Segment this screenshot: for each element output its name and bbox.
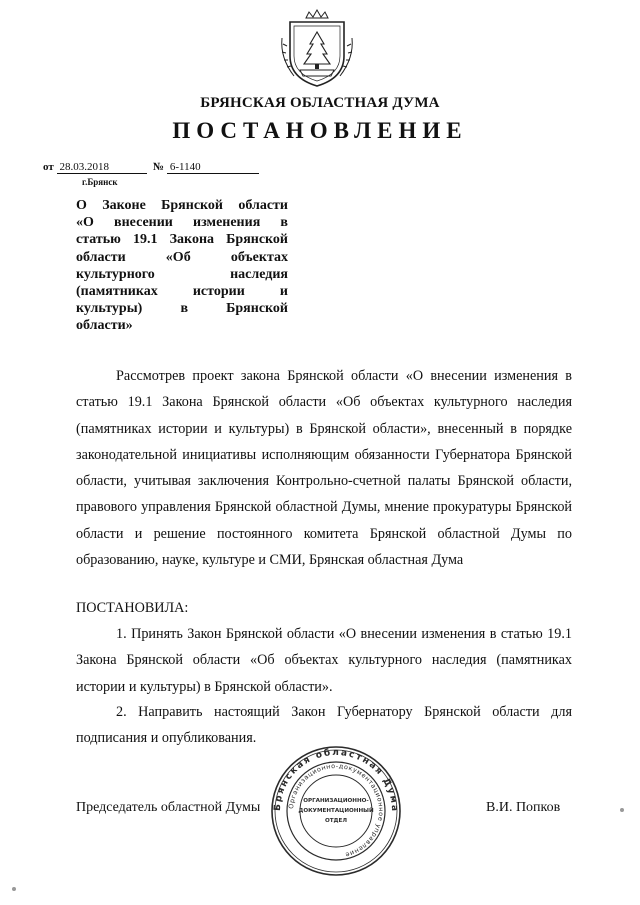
document-subject [76,197,288,335]
official-seal-icon [270,745,402,877]
resolution-item-2: 2. Направить настоящий Закон Губернатору Брянской области для подписания и опубликования. [76,704,572,747]
subject-line: культуры) в Брянской [76,301,288,317]
seal-outer-text: Брянская областная Дума [272,747,400,814]
seal-center-line: ОРГАНИЗАЦИОННО- [303,798,369,804]
subject-line: культурного наследия [76,266,288,282]
number-label: № [153,161,165,173]
document-type-title: ПОСТАНОВЛЕНИЕ [172,118,468,143]
subject-line: статью 19.1 Закона Брянской [76,232,288,248]
date-label: от [43,161,54,173]
seal-center-line: ДОКУМЕНТАЦИОННЫЙ [298,808,374,814]
document-date: 28.03.2018 [57,161,147,174]
signatory-name: В.И. Попков [486,800,561,815]
city-label: г.Брянск [82,177,118,187]
preamble-paragraph: Рассмотрев проект закона Брянской области «О внесении изменения в статью 19.1 Закона Брянской области «Об объектах культурного наследия (памятниках истории и культуры) в Брянской области», внесенный в порядке законодательной инициативы исполняющим обязанности Губернатора Брянской области, учитывая заключения Контрольно-счетной палаты Брянской области, правового управления Брянской областной Думы, мнение прокуратуры Брянской области и решение постоянного комитета Брянской областной Думы по образованию, науке, культуре и СМИ, Брянская областная Дума [76,368,572,569]
subject-line: (памятниках истории и [76,284,288,300]
seal-center-line: ОТДЕЛ [324,818,348,824]
seal-inner-text: Организационно-документационное управление [286,761,386,860]
coat-of-arms-icon [276,8,358,90]
signatory-title: Председатель областной Думы [76,800,261,815]
scan-mark [620,808,624,812]
date-field [43,161,147,174]
document-number: 6-1140 [167,161,259,174]
number-field [153,161,259,174]
resolved-heading: ПОСТАНОВИЛА: [76,600,189,616]
subject-line: О Законе Брянской области [76,198,288,213]
subject-line: «О внесении изменения в [76,215,288,231]
organization-title: БРЯНСКАЯ ОБЛАСТНАЯ ДУМА [200,95,440,111]
resolution-item-1: 1. Принять Закон Брянской области «О внесении изменения в статью 19.1 Закона Брянской области «Об объектах культурного наследия (памятниках истории и культуры) в Брянской области». [76,626,572,695]
scan-mark [12,887,16,891]
subject-line: области» [76,318,133,334]
subject-line: области «Об объектах [76,249,288,265]
